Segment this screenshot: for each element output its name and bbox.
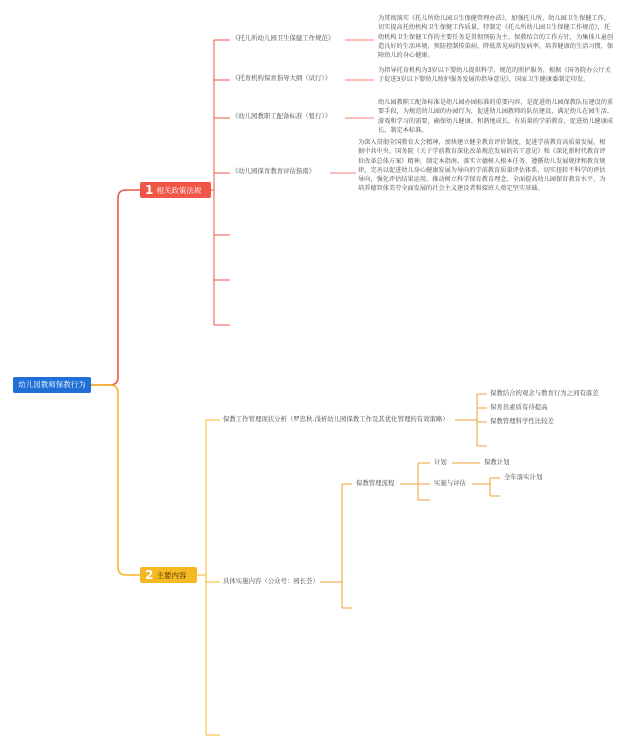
policy-desc-childcare: 为指导托育机构为3岁以下婴幼儿提供科学、规范的照护服务，根据《国务院办公厅关于促进3岁以下婴幼儿照护服务发展的指导意见》，国家卫生健康委制定印发。 (378, 67, 611, 84)
policy-item-evaluation[interactable]: 《幼儿园保育教育评估指南》 (232, 167, 316, 175)
implement-node[interactable]: 实施与评估 (434, 479, 466, 487)
plan-child-node[interactable]: 保教计划 (484, 458, 510, 466)
branch-label: 主要内容 (156, 571, 187, 580)
branch-number: 1 (145, 183, 154, 197)
branch-number: 2 (145, 568, 154, 582)
branch-policy[interactable] (140, 182, 211, 198)
policy-desc-evaluation: 为深入贯彻全国教育大会精神，加快建立健全教育评价制度，促进学前教育高质量发展，根据中共中央、国务院《关于学前教育深化改革规范发展的若干意见》和《深化新时代教育评价改革总体方案》精神，制定本指南。落实立德树人根本任务，遵循幼儿发展规律和教育规律，完善以促进幼儿身心健康发展为导向的学前教育质量评估体系，切实扭转不科学的评估导向，强化评估结果运用，推动树立科学保育教育理念，全面提高幼儿园保育教育水平，为培养德智体美劳全面发展的社会主义建设者和接班人奠定坚实基础。 (358, 139, 606, 193)
analysis-item[interactable]: 保教结合的观念与教育行为之间有落差 (490, 389, 599, 397)
analysis-node[interactable]: 保教工作管理现状分析（罗忠秋.浅析幼儿园保教工作及其优化管理的有效策略） (223, 415, 449, 423)
policy-item-hygiene[interactable]: 《托儿所幼儿园卫生保健工作规范》 (232, 34, 335, 42)
policy-item-childcare[interactable]: 《托育机构保育指导大纲（试行）》 (232, 74, 332, 82)
policy-desc-staffing: 幼儿园教职工配备标准是幼儿园办园标准的重要内容，是促进幼儿园保教队伍建设的重要手段，为规范幼儿园的办园行为，促进幼儿园教师的队伍建设，满足幼儿在园生活、游戏和学习的需要，确保幼儿健康、和谐地成长，有质量的学前教育，促进幼儿健康成长，制定本标准。 (378, 99, 614, 134)
branch-label: 相关政策法规 (156, 186, 202, 195)
plan-node[interactable]: 计划 (434, 458, 447, 466)
root-node[interactable]: 幼儿园教师保教行为 (13, 377, 91, 393)
implement-child-node[interactable]: 全年落实计划 (504, 473, 543, 481)
analysis-item[interactable]: 保育员素质有待提高 (490, 403, 548, 411)
process-node[interactable]: 保教管理流程 (356, 479, 395, 487)
practice-node[interactable]: 具体实施内容（公众号：园长荟） (223, 577, 319, 585)
branch-main-content[interactable] (140, 567, 197, 583)
policy-desc-hygiene: 为贯彻落实《托儿所幼儿园卫生保健管理办法》，加强托儿所、幼儿园卫生保健工作，切实提高托幼机构卫生保健工作质量，特制定《托儿所幼儿园卫生保健工作规范》，托幼机构卫生保健工作的主要任务是贯彻预防为主、保教结合的工作方针，为集体儿童创造良好的生活环境，预防控制传染病，降低常见病的发病率，培养健康的生活习惯，保障幼儿的身心健康。 (378, 15, 614, 60)
analysis-item[interactable]: 保教管理科学性比较差 (490, 417, 554, 425)
policy-item-staffing[interactable]: 《幼儿园教职工配备标准（暂行）》 (232, 112, 332, 120)
